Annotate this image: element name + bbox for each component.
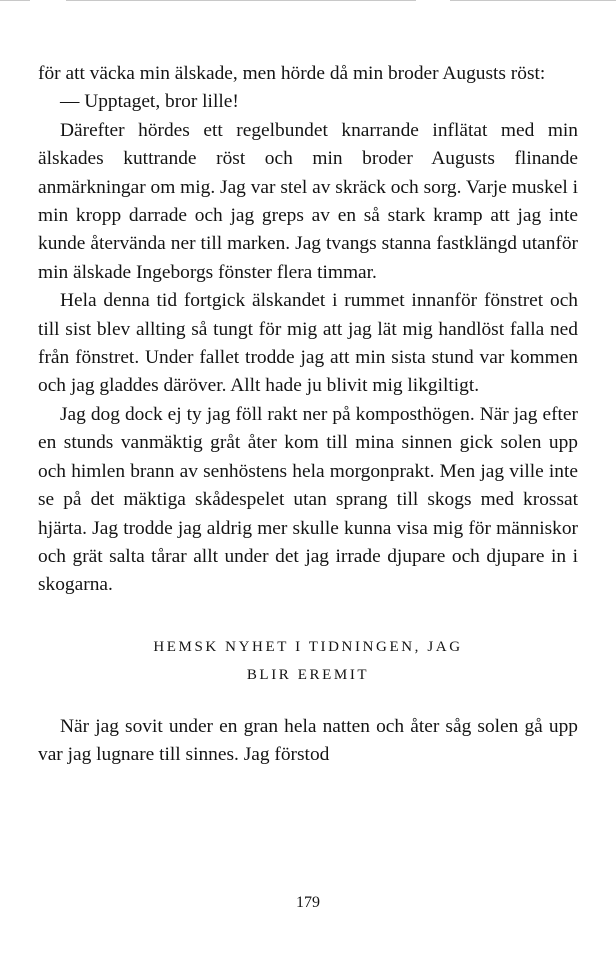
page-body [38,60,578,769]
top-edge-rule-gap [30,0,66,2]
body-paragraph: Därefter hördes ett regelbundet knarrande inflätat med min älskades kuttrande röst och min broder Augusts flinande anmärkningar om mig. Jag var stel av skräck och sorg. Varje muskel i min kropp darrade och jag greps av en så stark kramp att jag inte kunde återvända ner till marken. Jag tvangs stanna fastklängd utanför min älskade Ingeborgs fönster flera timmar. [38,119,578,283]
top-edge-rule [0,0,616,1]
chapter-heading-line: HEMSK NYHET I TIDNINGEN, JAG [153,638,463,655]
dialogue-paragraph: — Upptaget, bror lille! [60,91,239,113]
body-paragraph: Jag dog dock ej ty jag föll rakt ner på komposthögen. När jag efter en stunds vanmäktig gråt åter kom till mina sinnen gick solen upp och himlen brann av senhöstens hela morgonprakt. Men jag ville inte se på det mäktiga skådespelet utan sprang till skogs med krossat hjärta. Jag trodde jag aldrig mer skulle kunna visa mig för människor och grät salta tårar allt under det jag irrade djupare och djupare in i skogarna. [38,403,578,596]
body-paragraph: Hela denna tid fortgick älskandet i rummet innanför fönstret och till sist blev allting så tungt för mig att jag lät mig handlöst falla ned från fönstret. Under fallet trodde jag att min sista stund var kommen och jag gladdes däröver. Allt hade ju blivit mig likgiltigt. [38,290,578,397]
chapter-heading [38,633,578,690]
body-paragraph: för att väcka min älskade, men hörde då min broder Augusts röst: [38,63,546,84]
body-paragraph: När jag sovit under en gran hela natten och åter såg solen gå upp var jag lugnare till sinnes. Jag förstod [38,715,578,765]
top-edge-rule-gap [416,0,450,2]
page-number: 179 [296,894,320,911]
chapter-heading-line: BLIR EREMIT [246,667,370,684]
